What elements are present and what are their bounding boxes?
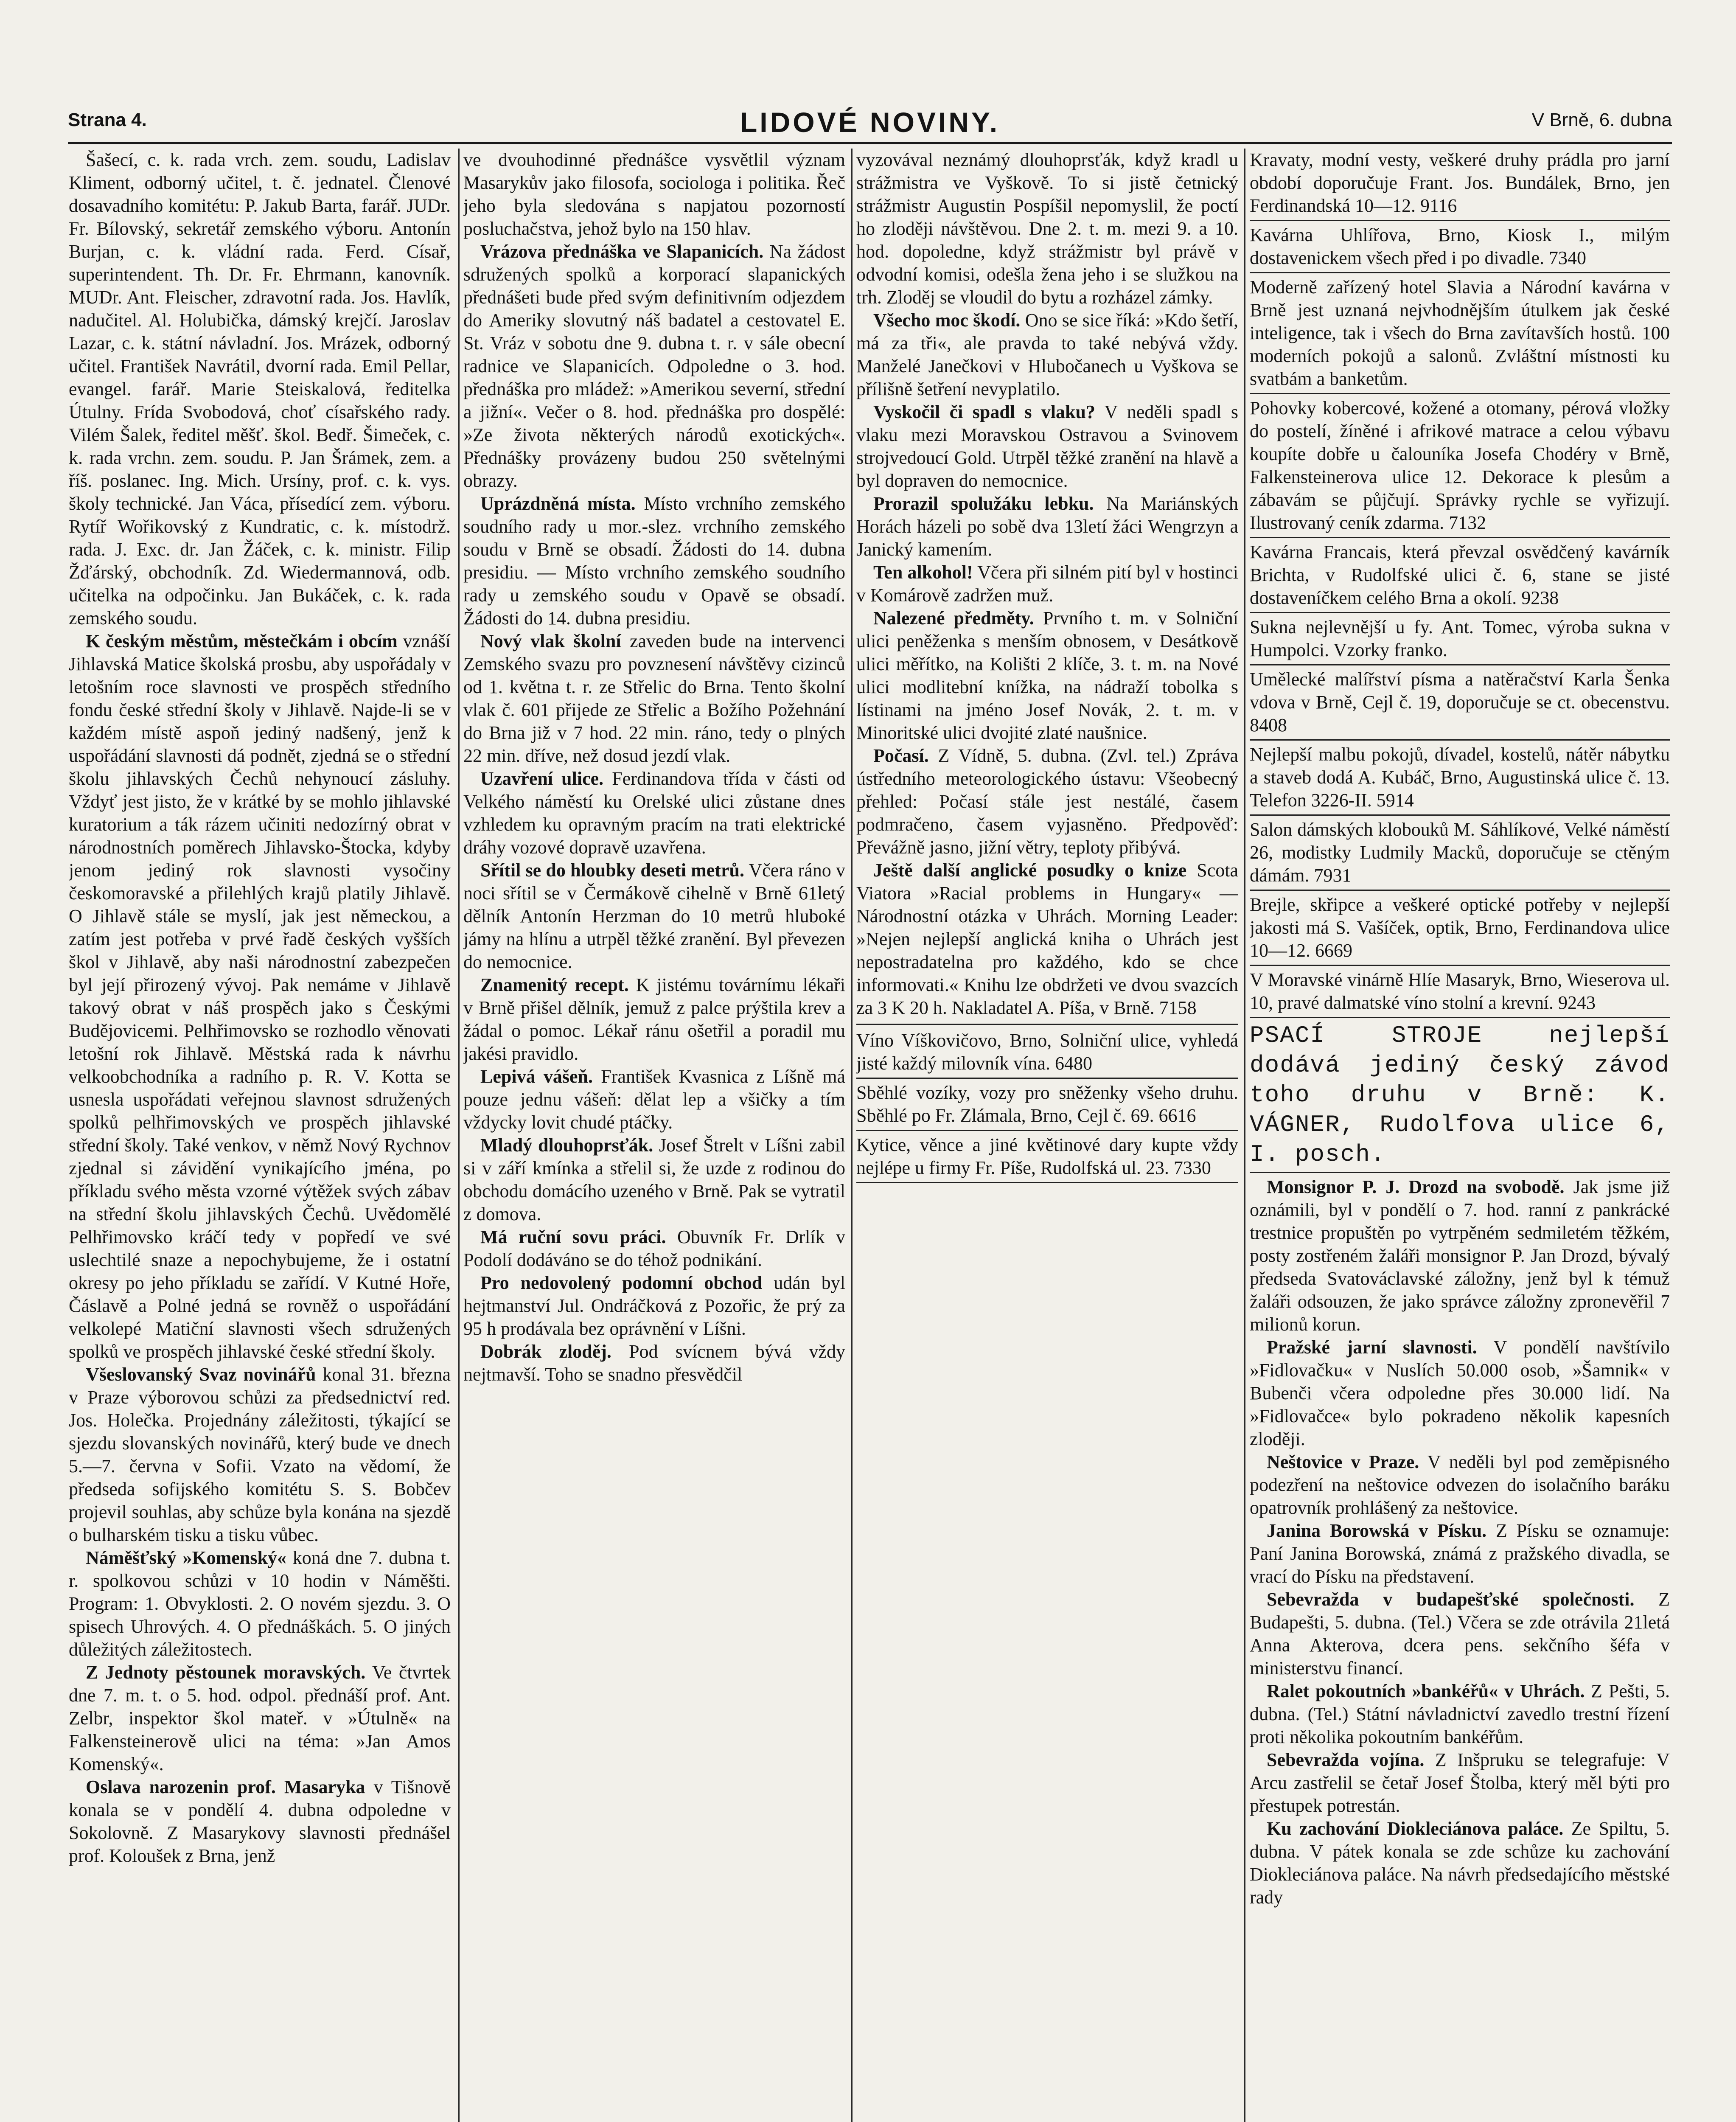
- article-paragraph: [463, 859, 845, 974]
- classified-ad: [856, 1081, 1238, 1131]
- column-divider: [1244, 149, 1245, 2122]
- article-paragraph: [1250, 1519, 1670, 1588]
- ad-text: Pohovky kobercové, kožené a otomany, pérová vložky do postelí, žíněné i afrikové matrace a celou výbavu koupíte dobře u čalouníka Josefa Chodéry v Brně, Falkensteinerova ulice 12. Dekorace k plesům a zábavám se půjčují. Správky rychle se vyřizují. Ilustrovaný ceník zdarma. 7132: [1250, 398, 1670, 533]
- article-heading: Mladý dlouhoprsťák.: [480, 1135, 653, 1156]
- column-4: [1250, 149, 1670, 2122]
- article-body: Místo vrchního zemského soudního rady u mor.-slez. vrchního zemského soudu v Brně se obsadí. Žádosti do 14. dubna presidiu. — Místo vrchního zemského soudního rady u zemského soudu v Opavě se obsadí. Žádosti do 14. dubna presidiu.: [463, 493, 845, 629]
- article-paragraph: [463, 1134, 845, 1226]
- classified-ad: [856, 1029, 1238, 1079]
- page-header: [68, 109, 1672, 139]
- article-body: Z Pešti, 5. dubna. (Tel.) Státní návladnictví zavedlo trestní řízení proti několika pokoutním bankéřům.: [1250, 1681, 1670, 1747]
- ad-text: Moderně zařízený hotel Slavia a Národní kavárna v Brně jest uznaná nejvhodnějším útulkem jak české inteligence, tak i všech do Brna zavítavších hostů. 100 moderních pokojů a salonů. Zvláštní místnosti ku svatbám a banketům.: [1250, 277, 1670, 389]
- article-body: Scota Viatora »Racial problems in Hungary« — Národnostní otázka v Uhrách. Morning Leader: »Nejen nejlepší anglická kniha o Uhrách jest nepostradatelna pro každého, kdo se chce informovati.« Knihu lze obdržeti ve dvou svazcích za 3 K 20 h. Nakladatel A. Píša, v Brně. 7158: [856, 860, 1238, 1018]
- article-paragraph: [1250, 1176, 1670, 1336]
- article-heading: Má ruční sovu práci.: [480, 1227, 666, 1247]
- article-body: Ono se sice říká: »Kdo šetří, má za tři«, ale pravda to také nebývá vždy. Manželé Janečkovi v Hlubočanech u Vyškova se přílišně šetření nevyplatilo.: [856, 310, 1238, 399]
- article-body: udán byl hejtmanství Jul. Ondráčková z Pozořic, že prý za 95 h prodávala bez oprávnění v Líšni.: [463, 1272, 845, 1339]
- article-body: Prvního t. m. v Solniční ulici peněženka s menším obnosem, v Desátkově ulici měřítko, na Kolišti 2 klíče, 3. t. m. na Nové ulici modlitební knížka, na nádraží tobolka s lístinami na jméno Josef Novák, 2. t. m. v Minoritské ulici dvojité zlaté naušnice.: [856, 608, 1238, 743]
- ad-text: Sukna nejlevnější u fy. Ant. Tomec, výroba sukna v Humpolci. Vzorky franko.: [1250, 617, 1670, 660]
- typewriter-ad: [1250, 1021, 1670, 1173]
- article-heading: Neštovice v Praze.: [1267, 1451, 1419, 1472]
- ad-text: Umělecké malířství písma a natěračství Karla Šenka vdova v Brně, Cejl č. 19, doporučuje se ct. obecenstvu. 8408: [1250, 669, 1670, 735]
- article-paragraph: Šašecí, c. k. rada vrch. zem. soudu, Ladislav Kliment, odborný učitel, t. č. jednatel. Členové dosavadního komitétu: P. Jakub Barta, farář. JUDr. Fr. Bílovský, sekretář zemského výboru. Antonín Burjan, c. k. vládní rada. Ferd. Císař, superintendent. Th. Dr. Fr. Ehrmann, kanovník. MUDr. Ant. Fleischer, zdravotní rada. Jos. Havlík, nadučitel. Al. Holubička, dámský krejčí. Jaroslav Lazar, c. k. státní návladní. Jos. Mrázek, odborný učitel. František Navrátil, dvorní rada. Emil Pellar, evangel. farář. Marie Steiskalová, ředitelka Útulny. Frída Svobodová, choť císařského rady. Vilém Šalek, ředitel měšť. škol. Bedř. Šimeček, c. k. rada vrchn. zem. soudu. P. Jan Šrámek, zem. a říš. poslanec. Ing. Mich. Ursíny, prof. c. k. vys. školy technické. Jan Váca, přísedící zem. výboru. Rytíř Wořikovský z Kundratic, c. k. místodrž. rada. J. Exc. dr. Jan Žáček, c. k. ministr. Filip Žďárský, obchodník. Zd. Wiedermannová, odb. učitelka na odpočinku. Jan Bukáček, c. k. rada zemského soudu.: [69, 149, 451, 629]
- article-heading: Nový vlak školní: [480, 631, 621, 651]
- article-paragraph: [856, 492, 1238, 561]
- article-body: V pondělí navštívilo »Fidlovačku« v Nuslích 50.000 osob, »Šamnik« v Bubenči včera odpoledne přes 30.000 lidí. Na »Fidlovačce« bylo pokradeno několik kapesních zloději.: [1250, 1337, 1670, 1449]
- article-paragraph: [463, 492, 845, 630]
- article-heading: Z Jednoty pěstounek moravských.: [86, 1662, 366, 1683]
- article-heading: Počasí.: [873, 745, 929, 766]
- article-paragraph: [69, 1661, 451, 1776]
- ad-text: Nejlepší malbu pokojů, dívadel, kostelů, nátěr nábytku a staveb dodá A. Kubáč, Brno, Augustinská ulice č. 13. Telefon 3226-II. 5914: [1250, 744, 1670, 811]
- article-body: Včera ráno v noci sřítil se v Čermákově cihelně v Brně 61letý dělník Antonín Herzman do 10 metrů hluboké jámy na hlínu a utrpěl těžké zranění. Byl převezen do nemocnice.: [463, 860, 845, 972]
- classified-ad: [1250, 818, 1670, 891]
- classified-ad: [1250, 149, 1670, 221]
- article-heading: Náměšťský »Komenský«: [86, 1547, 286, 1568]
- issue-date: V Brně, 6. dubna: [1531, 109, 1672, 130]
- article-heading: Ještě další anglické posudky o knize: [873, 860, 1187, 881]
- article-paragraph: [463, 974, 845, 1065]
- ad-text: Kavárna Francais, která převzal osvědčený kavárník Brichta, v Rudolfské ulici č. 6, stane se jisté dostaveníčkem celého Brna a okolí. 9238: [1250, 542, 1670, 608]
- column-divider: [851, 149, 853, 2122]
- article-paragraph: [463, 767, 845, 859]
- article-heading: Oslava narozenin prof. Masaryka: [86, 1777, 365, 1797]
- article-paragraph: [69, 1547, 451, 1661]
- ad-text: Víno Víškovičovo, Brno, Solniční ulice, vyhledá jisté každý milovník vína. 6480: [856, 1030, 1238, 1074]
- section-divider: [856, 1024, 1238, 1025]
- masthead-title: LIDOVÉ NOVINY.: [740, 107, 1000, 138]
- article-paragraph: [1250, 1749, 1670, 1817]
- article-body: K jistému továrnímu lékaři v Brně přišel dělník, jemuž z palce prýštila krev a žádal o pomoc. Lékař ránu ošetřil a poradil mu jakési pravidlo.: [463, 974, 845, 1064]
- article-body: Z Vídně, 5. dubna. (Zvl. tel.) Zpráva ústředního meteorologického ústavu: Všeobecný přehled: Počasí stále jest nestálé, časem podmračeno, časem vyjasněno. Předpověď: Převážně jasno, jižní větry, teploty přibývá.: [856, 745, 1238, 858]
- article-heading: Uprázdněná místa.: [480, 493, 636, 514]
- classified-ad: [1250, 668, 1670, 741]
- article-heading: Všecho moc škodí.: [873, 310, 1021, 331]
- article-paragraph: [856, 401, 1238, 492]
- classified-ad: [1250, 397, 1670, 538]
- article-paragraph: [69, 1776, 451, 1867]
- article-body: V neděli spadl s vlaku mezi Moravskou Ostravou a Svinovem strojvedoucí Gold. Utrpěl těžké zranění na hlavě a byl dopraven do nemocnice.: [856, 401, 1238, 491]
- classified-ad: [1250, 276, 1670, 394]
- article-paragraph: vyzovával neznámý dlouhoprsťák, když kradl u strážmistra ve Vyškově. To si jistě četnický strážmistr Augustin Pospíšil nepomyslil, že poctí ho zloději návštěvou. Dne 2. t. m. mezi 9. a 10. hod. dopoledne, když strážmistr byl právě v odvodní komisi, odešla žena jeho i se služkou na trh. Zloděj se vloudil do bytu a rozházel zámky.: [856, 149, 1238, 308]
- column-1: [69, 149, 451, 2122]
- article-paragraph: [1250, 1680, 1670, 1749]
- article-body: Jak jsme již oznámili, byl v pondělí o 7. hod. ranní z pankrácké trestnice propuštěn po vytrpěném sedmiletém těžkém, posty zostřeném žaláři monsignor P. Jan Drozd, bývalý předseda Svatováclavské záložny, jenž byl k témuž žaláři odsouzen, že jako správce záložny zpronevěřil 7 milionů korun.: [1250, 1176, 1670, 1335]
- article-body: koná dne 7. dubna t. r. spolkovou schůzi v 10 hodin v Náměšti. Program: 1. Obvyklosti. 2. O novém sjezdu. 3. O spisech Uhrových. 4. O přednáškách. 5. O jiných důležitých záležitostech.: [69, 1547, 451, 1660]
- article-heading: Pro nedovolený podomní obchod: [480, 1272, 763, 1293]
- article-heading: Ralet pokoutních »bankéřů« v Uhrách.: [1267, 1681, 1585, 1701]
- article-body: Josef Štrelt v Líšni zabil si v září kmínka a střelil si, že uzde z rodinou do obchodu domácího uzeného v Brně. Pak se vytratil z domova.: [463, 1135, 845, 1224]
- article-heading: Vrázova přednáška ve Slapanicích.: [480, 241, 764, 262]
- article-paragraph: [1250, 1336, 1670, 1451]
- article-heading: Nalezené předměty.: [873, 608, 1034, 629]
- article-heading: Prorazil spolužáku lebku.: [873, 493, 1094, 514]
- article-paragraph: [463, 240, 845, 492]
- header-rule: [68, 142, 1672, 144]
- article-heading: Pražské jarní slavnosti.: [1267, 1337, 1477, 1358]
- ad-text: V Moravské vinárně Hlíe Masaryk, Brno, Wieserova ul. 10, pravé dalmatské víno stolní a krevní. 9243: [1250, 969, 1670, 1013]
- article-body: Na žádost sdružených spolků a korporací slapanických přednášeti bude před svým definitivním odjezdem do Ameriky slovutný náš badatel a cestovatel E. St. Vráz v sobotu dne 9. dubna t. r. v sále obecní radnice ve Slapanicích. Odpoledne o 3. hod. přednáška pro mládež: »Amerikou severní, střední a jižní«. Večer o 8. hod. přednáška pro dospělé: »Ze života některých národů exotických«. Přednášky provázeny budou 250 světelnými obrazy.: [463, 241, 845, 491]
- ad-text: Brejle, skřipce a veškeré optické potřeby v nejlepší jakosti má S. Vašíček, optik, Brno, Ferdinandova ulice 10—12. 6669: [1250, 894, 1670, 961]
- ad-text: Sběhlé vozíky, vozy pro sněženky všeho druhu. Sběhlé po Fr. Zlámala, Brno, Cejl č. 69. 6616: [856, 1082, 1238, 1126]
- article-paragraph: [463, 1340, 845, 1386]
- ad-text: Kavárna Uhlířova, Brno, Kiosk I., milým dostavenickem všech před i po divadle. 7340: [1250, 225, 1670, 268]
- article-body: František Kvasnica z Líšně má pouze jednu vášeň: dělat lep a všičky a tím vždycky lovit chudé ptáčky.: [463, 1066, 845, 1133]
- column-divider: [458, 149, 460, 2122]
- article-body: Včera při silném pití byl v hostinci v Komárově zadržen muž.: [856, 562, 1238, 606]
- column-3: [856, 149, 1238, 2122]
- column-2: [463, 149, 845, 2122]
- article-heading: Všeslovanský Svaz novinářů: [86, 1364, 316, 1385]
- article-heading: Ku zachování Diokleciánova paláce.: [1267, 1818, 1564, 1839]
- article-heading: Znamenitý recept.: [480, 974, 629, 995]
- article-paragraph: [69, 1363, 451, 1547]
- article-heading: Sebevražda v budapešťské společnosti.: [1267, 1589, 1635, 1610]
- article-body: Obuvník Fr. Drlík v Podolí dodáváno se do téhož podnikání.: [463, 1227, 845, 1270]
- article-body: konal 31. března v Praze výborovou schůzi za předsednictví red. Jos. Holečka. Projednány záležitosti, týkající se sjezdu slovanských novinářů, který bude ve dnech 5.—7. června v Sofii. Vzato na vědomí, že předseda sofijského komitétu S. S. Bobčev projevil souhlas, aby schůze byla konána na sjezdě o bulharském tisku a tisku vůbec.: [69, 1364, 451, 1545]
- article-body: v Tišnově konala se v pondělí 4. dubna odpoledne v Sokolovně. Z Masarykovy slavnosti přednášel prof. Koloušek z Brna, jenž: [69, 1777, 451, 1866]
- article-body: zaveden bude na intervenci Zemského svazu pro povznesení návštěvy cizinců od 1. května t. r. ze Střelic do Brna. Tento školní vlak č. 601 přijede ze Střelic a Božího Požehnání do Brna již v 7 hod. 22 min. ráno, tedy o plných 22 min. dříve, než dosud jezdí vlak.: [463, 631, 845, 766]
- article-heading: Ten alkohol!: [873, 562, 973, 583]
- article-heading: Uzavření ulice.: [480, 768, 604, 789]
- article-heading: Vyskočil či spadl s vlaku?: [873, 401, 1095, 422]
- article-body: Ze Spiltu, 5. dubna. V pátek konala se zde schůze ku zachování Diokleciánova paláce. Na návrh předsedajícího městské rady: [1250, 1818, 1670, 1908]
- article-body: Z Písku se oznamuje: Paní Janina Borowská, známá z pražského divadla, se vrací do Písku na představení.: [1250, 1520, 1670, 1587]
- article-body: Ferdinandova třída v části od Velkého náměstí ku Orelské ulici zůstane dnes vzhledem ku opravným pracím na trati elektrické dráhy vozové dopravě uzavřena.: [463, 768, 845, 858]
- article-heading: Sřítil se do hloubky deseti metrů.: [480, 860, 744, 881]
- article-body: Ve čtvrtek dne 7. m. t. o 5. hod. odpol. přednáší prof. Ant. Zelbr, inspektor škol mateř. v »Útulně« na Falkensteinerově ulici na téma: »Jan Amos Komenský«.: [69, 1662, 451, 1774]
- classified-ad: [1250, 743, 1670, 816]
- article-body: Z Inšpruku se telegrafuje: V Arcu zastřelil se četař Josef Štolba, který měl býti pro přestupek potrestán.: [1250, 1749, 1670, 1816]
- ad-text: Kravaty, modní vesty, veškeré druhy prádla pro jarní období doporučuje Frant. Jos. Bundálek, Brno, jen Ferdinandská 10—12. 9116: [1250, 149, 1670, 216]
- ad-text: PSACÍ STROJE nejlepší dodává jediný český závod toho druhu v Brně: K. VÁGNER, Rudolfova ulice 6, I. posch.: [1250, 1022, 1670, 1168]
- article-paragraph: [856, 309, 1238, 401]
- article-paragraph: ve dvouhodinné přednášce vysvětlil význam Masarykův jako filosofa, sociologa i politika. Řeč jeho byla sledována s napjatou pozorností posluchačstva, jehož bylo na 150 hlav.: [463, 149, 845, 239]
- classified-ad: [1250, 893, 1670, 966]
- article-paragraph: [1250, 1817, 1670, 1909]
- article-heading: Monsignor P. J. Drozd na svobodě.: [1267, 1176, 1565, 1197]
- article-paragraph: [856, 607, 1238, 744]
- classified-ad: [1250, 541, 1670, 613]
- article-paragraph: [856, 744, 1238, 859]
- ad-text: Kytice, věnce a jiné květinové dary kupte vždy nejlépe u firmy Fr. Píše, Rudolfská ul. 23. 7330: [856, 1134, 1238, 1178]
- article-paragraph: [463, 1272, 845, 1340]
- classified-ad: [1250, 968, 1670, 1018]
- classified-ad: [1250, 616, 1670, 665]
- article-body: vznáší Jihlavská Matice školská prosbu, aby uspořádaly v letošním roce slavnosti ve prospěch středního fondu české střední školy v Jihlavě. Najde-li se v každém místě aspoň jediný nadšený, jenž k uspořádání slavnosti dá podnět, zjedná se o střední školu jihlavských Čechů nehynoucí zásluhy. Vždyť jest jisto, že v krátké by se mohlo jihlavské kuratorium a ták rázem učiniti nedozírný obrat v národnostních poměrech Jihlavsko-Štocka, kdyby jenom jediný rok slavnosti vysočiny českomoravské a přilehlých krajů platily Jihlavě. O Jihlavě stále se myslí, jak jest německou, a zatím jest potřeba v prvé řadě českých vyšších škol v Jihlavě, aby naši národnostní zabezpečen byl její přirozený vývoj. Pak nemáme v Jihlavě takový obrat v náš prospěch jako s Českými Budějovicemi. Pelhřimovsko se rozhodlo věnovati letošní rok Jihlavě. Městská rada k návrhu velkoobchodníka a radního p. R. V. Kotta se usnesla uspořádati veřejnou slavnost sdružených spolků pelhřimovských ve prospěch jihlavské střední školy. Také venkov, v němž Nový Rychnov zjednal si závidění vynikajícího jména, po příkladu svého města vzorné výtěžek svých zábav na střední školu jihlavských Čechů. Uvědomělé Pelhřimovsko kráčí tedy v popředí ve své uslechtilé snaze a nepochybujeme, že i ostatní okresy po jeho příkladu se zařídí. V Kutné Hoře, Čáslavě a Polné jedná se rovněž o uspořádání velkolepé Matiční slavnosti všech sdružených spolků ve prospěch jihlavské české střední školy.: [69, 631, 451, 1362]
- article-heading: Dobrák zloděj.: [480, 1341, 611, 1362]
- article-paragraph: [856, 859, 1238, 1019]
- article-paragraph: [463, 1065, 845, 1134]
- article-heading: K českým městům, městečkám i obcím: [86, 631, 398, 651]
- article-paragraph: [69, 630, 451, 1363]
- article-heading: Lepivá vášeň.: [480, 1066, 593, 1087]
- classified-ad: [856, 1134, 1238, 1183]
- article-heading: Janina Borowská v Písku.: [1267, 1520, 1487, 1541]
- article-body: Na Mariánských Horách házeli po sobě dva 13letí žáci Wengrzyn a Janický kamením.: [856, 493, 1238, 560]
- article-paragraph: [1250, 1451, 1670, 1519]
- article-paragraph: [463, 630, 845, 767]
- article-body: Z Budapešti, 5. dubna. (Tel.) Včera se zde otrávila 21letá Anna Akterova, dcera pens. sekčního šéfa v ministerstvu financí.: [1250, 1589, 1670, 1679]
- article-heading: Sebevražda vojína.: [1267, 1749, 1425, 1770]
- article-body: Pod svícnem bývá vždy nejtmavší. Toho se snadno přesvědčil: [463, 1341, 845, 1385]
- page-number: Strana 4.: [68, 109, 147, 130]
- article-paragraph: [856, 561, 1238, 607]
- article-body: V neděli byl pod zeměpisného podezření na neštovice odvezen do isolačního baráku opatrovník prohlášený za neštovice.: [1250, 1451, 1670, 1518]
- article-paragraph: [463, 1226, 845, 1272]
- article-paragraph: [1250, 1588, 1670, 1680]
- ad-text: Salon dámských klobouků M. Sáhlíkové, Velké náměstí 26, modistky Ludmily Macků, doporučuje se ctěným dámám. 7931: [1250, 819, 1670, 886]
- classified-ad: [1250, 224, 1670, 273]
